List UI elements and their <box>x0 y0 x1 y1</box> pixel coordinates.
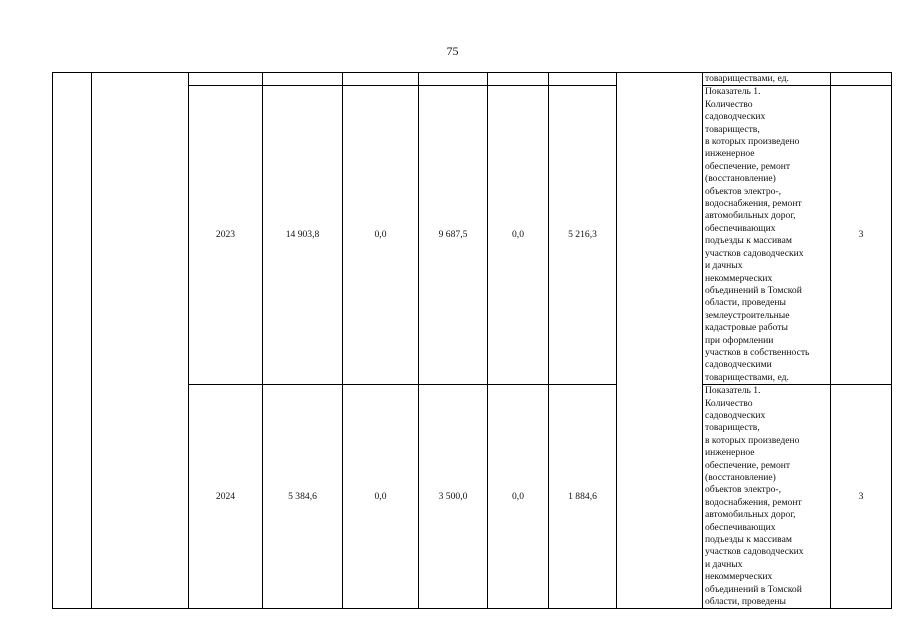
regional-cell: 3 500,0 <box>419 385 488 609</box>
year-cell: 2024 <box>189 385 263 609</box>
table-cell <box>189 73 263 86</box>
cell-name <box>92 73 189 609</box>
page-number: 75 <box>446 44 459 58</box>
indicator-text: Показатель 1. Количество садоводческих товариществ, в которых произведено инженерное обеспечение, ремонт (восстановление) объектов электро-, водоснабжения, ремонт автомобильных дорог, обеспечивающих подъезды к массивам участков садоводческих и дачных некоммерческих объединений в Томской области, проведены землеустроительные кадастровые работы при оформлении участков в собственность садоводческими товариществами, ед. <box>705 86 810 383</box>
total-cell: 14 903,8 <box>263 86 343 385</box>
extra-cell: 5 216,3 <box>549 86 617 385</box>
table-cell <box>419 73 488 86</box>
program-table <box>52 72 892 609</box>
cell-number <box>53 73 92 609</box>
table-cell <box>343 73 419 86</box>
table-cell <box>488 73 549 86</box>
table-cell <box>549 73 617 86</box>
value-cell: 3 <box>831 86 892 385</box>
table-cell <box>263 73 343 86</box>
federal-cell: 0,0 <box>343 86 419 385</box>
regional-cell: 9 687,5 <box>419 86 488 385</box>
indicator-cell <box>703 73 831 86</box>
cell-executor <box>617 73 703 609</box>
value-cell <box>831 73 892 86</box>
local-cell: 0,0 <box>488 86 549 385</box>
local-cell: 0,0 <box>488 385 549 609</box>
total-cell: 5 384,6 <box>263 385 343 609</box>
indicator-text: Показатель 1. Количество садоводческих товариществ, в которых произведено инженерное обеспечение, ремонт (восстановление) объектов электро-, водоснабжения, ремонт автомобильных дорог, обеспечивающих подъезды к массивам участков садоводческих и дачных некоммерческих объединений в Томской области, проведены <box>705 385 804 608</box>
federal-cell: 0,0 <box>343 385 419 609</box>
indicator-cell <box>703 86 831 385</box>
indicator-text: товариществами, ед. <box>705 73 789 84</box>
value-cell: 3 <box>831 385 892 609</box>
indicator-cell <box>703 385 831 609</box>
table-row <box>53 73 892 86</box>
year-cell: 2023 <box>189 86 263 385</box>
extra-cell: 1 884,6 <box>549 385 617 609</box>
